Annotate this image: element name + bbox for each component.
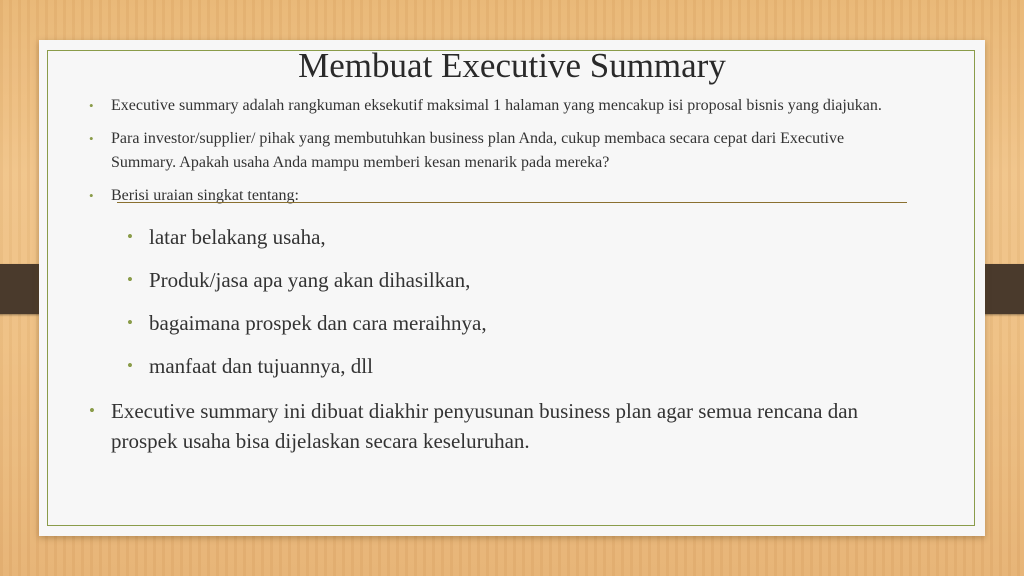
bullet-dot-icon: • [89, 131, 94, 146]
bullet-dot-icon: • [127, 313, 133, 332]
sub-bullet-list [127, 223, 909, 380]
bullet-text: Berisi uraian singkat tentang: [111, 187, 299, 204]
sub-bullet-item [127, 309, 909, 337]
sub-bullet-text: Produk/jasa apa yang akan dihasilkan, [149, 268, 471, 292]
bullet-text: Para investor/supplier/ pihak yang membutuhkan business plan Anda, cukup membaca secara cepat dari Executive Summary. Apakah usaha Anda mampu memberi kesan menarik pada mereka? [111, 130, 845, 171]
bullet-item [89, 396, 909, 456]
bullet-item [89, 127, 909, 175]
bullet-dot-icon: • [127, 270, 133, 289]
bullet-dot-icon: • [89, 98, 94, 113]
slide-title: Membuat Executive Summary [298, 46, 726, 85]
bullet-dot-icon: • [127, 356, 133, 375]
bullet-dot-icon: • [89, 188, 94, 203]
bullet-text: Executive summary ini dibuat diakhir penyusunan business plan agar semua rencana dan prospek usaha bisa dijelaskan secara keseluruhan. [111, 399, 859, 453]
bullet-text: Executive summary adalah rangkuman eksekutif maksimal 1 halaman yang mencakup isi proposal bisnis yang diajukan. [111, 97, 882, 114]
sub-bullet-item [127, 352, 909, 380]
sub-bullet-item [127, 223, 909, 251]
bullet-list [89, 94, 909, 456]
bullet-item [89, 94, 909, 118]
slide-card [39, 40, 985, 536]
sub-bullet-text: latar belakang usaha, [149, 225, 326, 249]
strike-through-line [117, 202, 907, 203]
bullet-item [89, 184, 909, 380]
sub-bullet-item [127, 266, 909, 294]
bullet-dot-icon: • [127, 227, 133, 246]
sub-bullet-text: bagaimana prospek dan cara meraihnya, [149, 311, 487, 335]
bullet-dot-icon: • [89, 401, 95, 420]
sub-bullet-text: manfaat dan tujuannya, dll [149, 354, 373, 378]
